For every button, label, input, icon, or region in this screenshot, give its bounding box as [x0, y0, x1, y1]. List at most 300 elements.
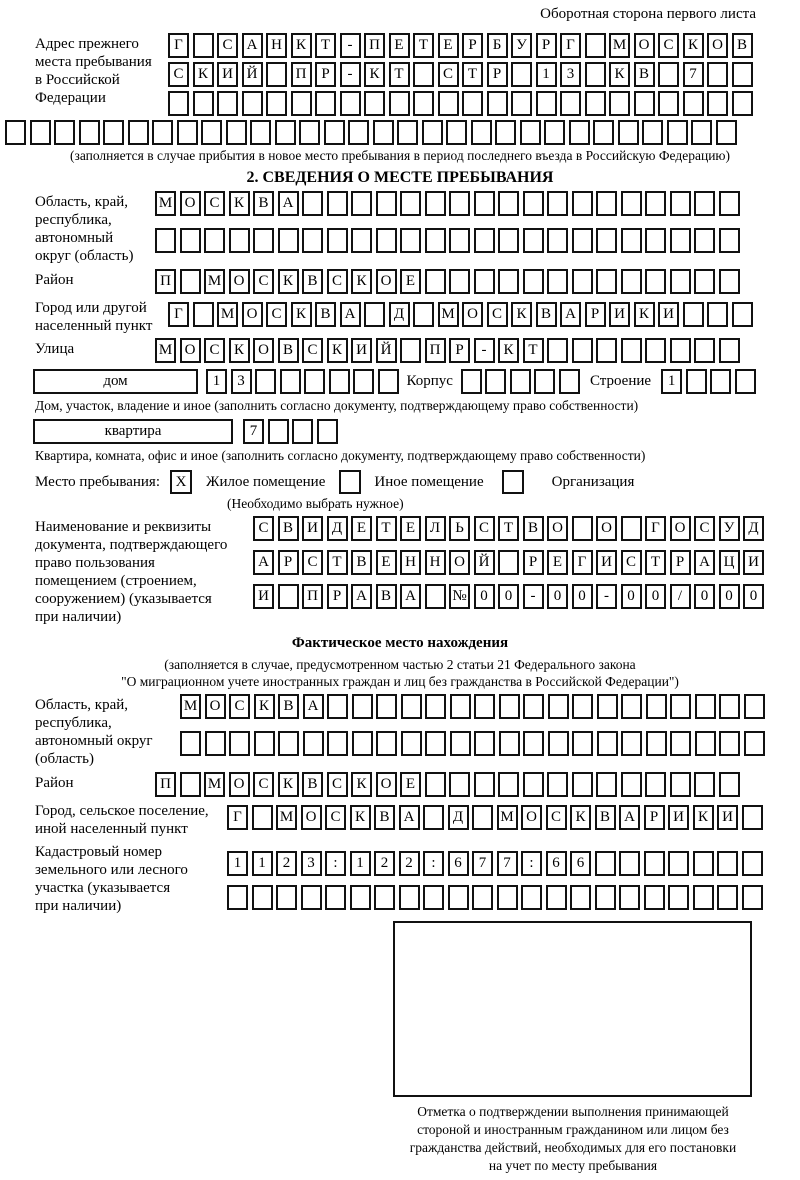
char-box: В — [302, 772, 323, 797]
char-box — [523, 694, 544, 719]
char-box: П — [302, 584, 323, 609]
char-box — [413, 62, 434, 87]
char-box — [374, 885, 395, 910]
char-box: С — [658, 33, 679, 58]
char-box — [536, 91, 557, 116]
char-box: О — [462, 302, 483, 327]
char-box: Б — [487, 33, 508, 58]
actual-location-note: "О миграционном учете иностранных граждан и лиц без гражданства в Российской Федерации") — [121, 674, 679, 689]
char-box — [350, 885, 371, 910]
actual-region-label: Область, край, республика, автономный округ (область) — [35, 697, 153, 767]
char-box — [694, 228, 715, 253]
char-box — [585, 33, 606, 58]
char-box — [569, 120, 590, 145]
char-box: 0 — [694, 584, 715, 609]
actual-district-block — [0, 772, 800, 797]
char-box — [668, 851, 689, 876]
char-box — [201, 120, 222, 145]
char-box — [472, 885, 493, 910]
char-box — [572, 228, 593, 253]
char-box — [548, 694, 569, 719]
char-box: Н — [400, 550, 421, 575]
char-box: Ц — [719, 550, 740, 575]
char-box — [474, 228, 495, 253]
char-box — [547, 338, 568, 363]
stroenie-boxes — [661, 369, 756, 394]
stay-type-option-label: Организация — [551, 473, 635, 490]
street-label: Улица — [35, 341, 75, 357]
char-box: - — [340, 33, 361, 58]
char-box: С — [204, 338, 225, 363]
char-box — [252, 805, 273, 830]
char-box: В — [523, 516, 544, 541]
apartment-type-box: квартира — [33, 419, 233, 444]
char-box: С — [474, 516, 495, 541]
char-box — [413, 91, 434, 116]
char-box: 0 — [498, 584, 519, 609]
char-box: 1 — [227, 851, 248, 876]
char-box — [609, 91, 630, 116]
char-box: Д — [743, 516, 764, 541]
char-box — [520, 120, 541, 145]
char-box — [378, 369, 399, 394]
char-box — [168, 91, 189, 116]
char-box: В — [351, 550, 372, 575]
char-box: В — [315, 302, 336, 327]
char-box — [572, 694, 593, 719]
actual-location-title: Фактическое место нахождения — [291, 635, 509, 651]
char-box — [449, 269, 470, 294]
char-box: Е — [376, 550, 397, 575]
district-row — [155, 269, 740, 294]
char-box — [596, 772, 617, 797]
char-box: Й — [242, 62, 263, 87]
char-box — [425, 228, 446, 253]
char-box — [572, 191, 593, 216]
char-box: 2 — [374, 851, 395, 876]
char-box — [719, 694, 740, 719]
char-box: 1 — [206, 369, 227, 394]
char-box — [695, 694, 716, 719]
char-box — [694, 338, 715, 363]
char-box: 6 — [546, 851, 567, 876]
char-box — [399, 885, 420, 910]
char-box — [278, 731, 299, 756]
char-box — [572, 772, 593, 797]
region-row — [155, 191, 740, 216]
char-box — [621, 772, 642, 797]
actual-city-block — [0, 800, 800, 838]
char-box — [593, 120, 614, 145]
actual-location-note: (заполняется в случае, предусмотренном частью 2 статьи 21 Федерального закона — [164, 657, 636, 672]
char-box — [425, 694, 446, 719]
document-row — [253, 516, 764, 541]
char-box — [449, 772, 470, 797]
char-box: О — [376, 772, 397, 797]
char-box: А — [242, 33, 263, 58]
char-box: К — [634, 302, 655, 327]
char-box: С — [266, 302, 287, 327]
char-box — [462, 91, 483, 116]
char-box — [255, 369, 276, 394]
char-box — [621, 731, 642, 756]
char-box: К — [609, 62, 630, 87]
actual-region-row — [180, 731, 765, 756]
char-box: В — [253, 191, 274, 216]
char-box: 1 — [350, 851, 371, 876]
char-box — [364, 91, 385, 116]
char-box: К — [693, 805, 714, 830]
char-box — [340, 91, 361, 116]
char-box — [461, 369, 482, 394]
char-box — [423, 885, 444, 910]
char-box — [572, 731, 593, 756]
char-box — [619, 885, 640, 910]
prev-address-row — [168, 33, 753, 58]
char-box: С — [253, 772, 274, 797]
char-box: С — [253, 269, 274, 294]
char-box — [572, 338, 593, 363]
char-box: Е — [400, 269, 421, 294]
char-box — [229, 731, 250, 756]
char-box — [352, 694, 373, 719]
stay-type-option-label: Иное помещение — [374, 473, 484, 490]
char-box — [376, 694, 397, 719]
stroenie-label: Строение — [589, 373, 652, 389]
char-box: И — [302, 516, 323, 541]
char-box: Д — [448, 805, 469, 830]
char-box — [252, 885, 273, 910]
char-box — [523, 269, 544, 294]
char-box: Р — [585, 302, 606, 327]
cadastral-grid — [227, 851, 763, 910]
char-box: Т — [645, 550, 666, 575]
char-box — [103, 120, 124, 145]
char-box: П — [425, 338, 446, 363]
char-box: / — [670, 584, 691, 609]
char-box: 3 — [560, 62, 581, 87]
char-box — [180, 772, 201, 797]
char-box: А — [278, 191, 299, 216]
char-box — [425, 772, 446, 797]
char-box — [585, 91, 606, 116]
char-box — [250, 120, 271, 145]
char-box — [425, 191, 446, 216]
char-box: О — [376, 269, 397, 294]
char-box: С — [487, 302, 508, 327]
char-box — [547, 191, 568, 216]
char-box — [317, 419, 338, 444]
apartment-note: Квартира, комната, офис и иное (заполнить согласно документу, подтверждающему право собственности) — [35, 448, 646, 463]
char-box — [523, 228, 544, 253]
char-box — [177, 120, 198, 145]
cadastral-row — [227, 885, 763, 910]
char-box: У — [511, 33, 532, 58]
char-box — [668, 885, 689, 910]
char-box — [645, 228, 666, 253]
char-box — [694, 772, 715, 797]
char-box — [667, 120, 688, 145]
char-box — [498, 228, 519, 253]
region-row — [155, 228, 740, 253]
cadastral-row — [227, 851, 763, 876]
char-box — [193, 91, 214, 116]
char-box: А — [399, 805, 420, 830]
actual-city-label: Город, сельское поселение, иной населенный пункт — [35, 803, 209, 837]
page-side-note: Оборотная сторона первого листа — [540, 6, 756, 22]
char-box: С — [229, 694, 250, 719]
char-box — [422, 120, 443, 145]
char-box — [498, 772, 519, 797]
char-box: - — [474, 338, 495, 363]
prev-address-block — [0, 33, 800, 116]
char-box — [618, 120, 639, 145]
char-box: О — [229, 772, 250, 797]
char-box — [329, 369, 350, 394]
char-box — [474, 191, 495, 216]
char-box — [559, 369, 580, 394]
char-box: О — [242, 302, 263, 327]
char-box — [327, 228, 348, 253]
actual-district-row — [155, 772, 740, 797]
char-box — [596, 269, 617, 294]
char-box — [732, 302, 753, 327]
char-box — [644, 885, 665, 910]
char-box — [670, 191, 691, 216]
char-box: К — [278, 772, 299, 797]
char-box — [472, 805, 493, 830]
char-box: 6 — [570, 851, 591, 876]
char-box: Р — [487, 62, 508, 87]
char-box — [732, 91, 753, 116]
char-box — [596, 191, 617, 216]
section2-title: 2. СВЕДЕНИЯ О МЕСТЕ ПРЕБЫВАНИЯ — [246, 169, 554, 186]
char-box — [205, 731, 226, 756]
prev-address-row — [168, 62, 753, 87]
char-box — [683, 302, 704, 327]
char-box: 7 — [683, 62, 704, 87]
char-box: О — [670, 516, 691, 541]
char-box: И — [253, 584, 274, 609]
char-box — [351, 228, 372, 253]
char-box — [325, 885, 346, 910]
char-box: 0 — [474, 584, 495, 609]
char-box — [30, 120, 51, 145]
char-box — [634, 91, 655, 116]
char-box — [449, 228, 470, 253]
prev-address-label: Адрес прежнего места пребывания в Российской Федерации — [35, 36, 152, 106]
region-grid — [155, 191, 740, 253]
char-box: - — [340, 62, 361, 87]
char-box: О — [229, 269, 250, 294]
char-box — [376, 731, 397, 756]
char-box: 0 — [743, 584, 764, 609]
char-box: Г — [168, 33, 189, 58]
char-box — [327, 191, 348, 216]
char-box — [595, 885, 616, 910]
char-box — [193, 33, 214, 58]
char-box: К — [278, 269, 299, 294]
char-box — [686, 369, 707, 394]
char-box: Т — [498, 516, 519, 541]
char-box — [54, 120, 75, 145]
registration-stamp-box — [393, 921, 752, 1097]
char-box: : — [423, 851, 444, 876]
char-box — [742, 851, 763, 876]
char-box — [744, 694, 765, 719]
char-box: А — [340, 302, 361, 327]
char-box — [658, 62, 679, 87]
char-box — [719, 228, 740, 253]
char-box: К — [498, 338, 519, 363]
district-label: Район — [35, 272, 74, 288]
char-box: Т — [413, 33, 434, 58]
region-block — [0, 191, 800, 265]
char-box — [401, 731, 422, 756]
char-box: - — [596, 584, 617, 609]
char-box: Д — [389, 302, 410, 327]
document-row — [253, 584, 764, 609]
city-block — [0, 297, 800, 335]
char-box — [400, 191, 421, 216]
char-box — [621, 269, 642, 294]
char-box — [303, 731, 324, 756]
char-box — [511, 62, 532, 87]
char-box: М — [204, 772, 225, 797]
cadastral-label: Кадастровый номер земельного или лесного участка (указывается при наличии) — [35, 844, 188, 914]
char-box — [645, 191, 666, 216]
char-box — [376, 191, 397, 216]
char-box: О — [547, 516, 568, 541]
char-box — [742, 885, 763, 910]
char-box — [511, 91, 532, 116]
char-box — [499, 694, 520, 719]
char-box: М — [497, 805, 518, 830]
char-box: О — [180, 191, 201, 216]
char-box — [523, 772, 544, 797]
char-box: К — [350, 805, 371, 830]
city-label: Город или другой населенный пункт — [35, 300, 153, 334]
char-box — [302, 191, 323, 216]
char-box: М — [204, 269, 225, 294]
char-box — [694, 269, 715, 294]
char-box: В — [732, 33, 753, 58]
char-box — [719, 731, 740, 756]
char-box — [229, 228, 250, 253]
char-box: С — [204, 191, 225, 216]
char-box: С — [694, 516, 715, 541]
stay-type-option-label: Жилое помещение — [206, 473, 326, 490]
char-box: К — [364, 62, 385, 87]
char-box — [425, 584, 446, 609]
char-box — [719, 191, 740, 216]
char-box — [585, 62, 606, 87]
char-box — [351, 191, 372, 216]
char-box — [276, 885, 297, 910]
korpus-boxes — [461, 369, 580, 394]
char-box: Т — [327, 550, 348, 575]
char-box — [707, 62, 728, 87]
char-box: 2 — [276, 851, 297, 876]
char-box: И — [658, 302, 679, 327]
char-box — [449, 191, 470, 216]
char-box: Р — [536, 33, 557, 58]
char-box — [266, 91, 287, 116]
char-box: К — [351, 269, 372, 294]
char-box — [498, 191, 519, 216]
char-box: В — [374, 805, 395, 830]
apartment-row — [0, 419, 800, 444]
char-box — [292, 419, 313, 444]
char-box: К — [570, 805, 591, 830]
char-box: Е — [400, 516, 421, 541]
char-box: Р — [644, 805, 665, 830]
char-box — [450, 731, 471, 756]
char-box — [400, 228, 421, 253]
char-box — [353, 369, 374, 394]
char-box: Е — [438, 33, 459, 58]
char-box — [278, 584, 299, 609]
char-box — [572, 269, 593, 294]
char-box — [619, 851, 640, 876]
char-box — [596, 338, 617, 363]
char-box: М — [155, 191, 176, 216]
stay-type-checkbox-other — [339, 470, 361, 494]
char-box: 0 — [719, 584, 740, 609]
stay-type-checkbox-residential: X — [170, 470, 192, 494]
stamp-caption: Отметка о подтверждении выполнения принимающей стороной и иностранным гражданином или лицом без гражданства действий, необходимых для его постановки на учет по месту пребывания — [409, 1104, 737, 1173]
house-number-boxes — [206, 369, 399, 394]
char-box: В — [278, 516, 299, 541]
char-box — [302, 228, 323, 253]
char-box: К — [229, 191, 250, 216]
char-box: О — [634, 33, 655, 58]
char-box: К — [229, 338, 250, 363]
char-box — [180, 731, 201, 756]
char-box — [498, 269, 519, 294]
char-box — [253, 228, 274, 253]
char-box: В — [634, 62, 655, 87]
apartment-number-boxes — [243, 419, 338, 444]
char-box: Е — [547, 550, 568, 575]
char-box: С — [325, 805, 346, 830]
char-box — [670, 228, 691, 253]
char-box — [497, 885, 518, 910]
char-box — [719, 338, 740, 363]
char-box: 1 — [536, 62, 557, 87]
char-box — [450, 694, 471, 719]
char-box — [621, 338, 642, 363]
actual-city-row — [227, 805, 763, 830]
char-box — [717, 885, 738, 910]
char-box — [572, 516, 593, 541]
char-box: С — [327, 269, 348, 294]
char-box — [670, 338, 691, 363]
char-box — [547, 772, 568, 797]
char-box: С — [327, 772, 348, 797]
char-box — [596, 228, 617, 253]
char-box — [670, 772, 691, 797]
char-box — [254, 731, 275, 756]
char-box: К — [511, 302, 532, 327]
korpus-label: Корпус — [406, 373, 453, 389]
char-box: 0 — [572, 584, 593, 609]
char-box: Т — [376, 516, 397, 541]
char-box: М — [276, 805, 297, 830]
char-box — [621, 191, 642, 216]
char-box — [621, 228, 642, 253]
char-box — [152, 120, 173, 145]
